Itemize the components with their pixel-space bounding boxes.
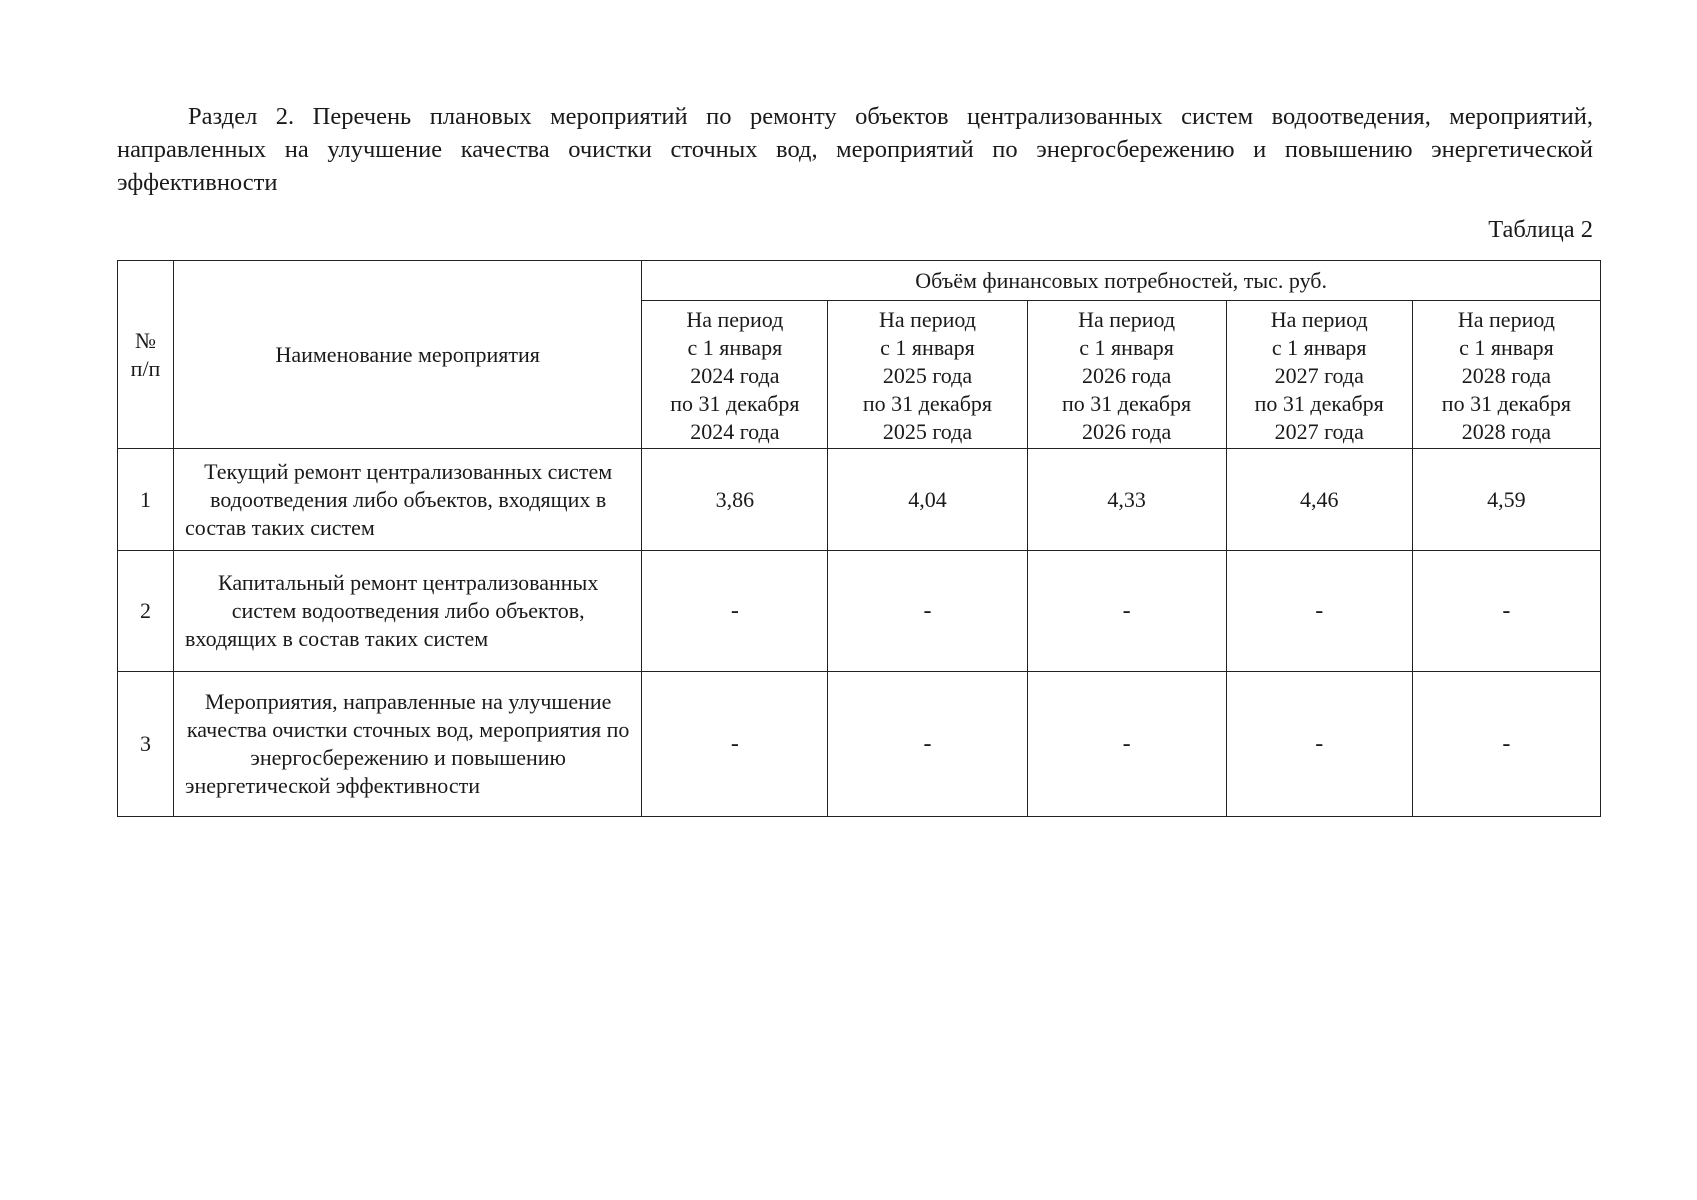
table-header-row [118,261,1601,301]
activity-name: Капитальный ремонт централизованных систем водоотведения либо объектов, входящих в состав таких систем [174,551,642,672]
period-line: с 1 января [1271,334,1367,360]
value-cell: - [1412,672,1600,817]
period-line: На период [686,306,784,332]
value-cell: 3,86 [642,449,828,551]
period-line: 2025 года [882,418,973,444]
group-header: Объём финансовых потребностей, тыс. руб. [642,261,1601,301]
period-line: На период [1457,306,1555,332]
row-number: 2 [118,551,174,672]
period-line: На период [1078,306,1176,332]
value-cell: - [828,672,1027,817]
table-row [118,449,1601,551]
period-header-2027 [1226,301,1412,449]
value-cell: - [1027,551,1226,672]
period-header-2028 [1412,301,1600,449]
row-number: 3 [118,672,174,817]
value-cell: - [1412,551,1600,672]
section-heading: Раздел 2. Перечень плановых мероприятий по ремонту объектов централизованных систем водоотведения, мероприятий, направленных на улучшение качества очистки сточных вод, мероприятий по энергосбережению и повышению энергетической эффективности [117,103,1593,196]
col-num-header-line2: п/п [130,355,161,381]
activity-name: Текущий ремонт централизованных систем водоотведения либо объектов, входящих в состав таких систем [174,449,642,551]
table-row [118,551,1601,672]
value-cell: 4,59 [1412,449,1600,551]
period-line: с 1 января [687,334,783,360]
period-line: 2026 года [1081,418,1172,444]
table-row [118,672,1601,817]
period-line: 2027 года [1274,418,1364,444]
period-line: 2024 года [690,418,780,444]
col-num-header-line1: № [135,327,157,353]
period-header-2024 [642,301,828,449]
value-cell: - [642,672,828,817]
period-line: 2027 года [1274,362,1364,388]
period-line: 2028 года [1461,362,1552,388]
value-cell: - [1027,672,1226,817]
activity-name: Мероприятия, направленные на улучшение качества очистки сточных вод, мероприятия по энергосбережению и повышению энергетической эффективности [174,672,642,817]
period-line: по 31 декабря [670,390,800,416]
period-line: 2024 года [690,362,780,388]
value-cell: - [1226,551,1412,672]
period-line: с 1 января [1079,334,1174,360]
financial-needs-table [117,260,1601,817]
col-num-header [118,261,174,449]
col-name-header: Наименование мероприятия [174,261,642,449]
period-header-2025 [828,301,1027,449]
period-line: по 31 декабря [1062,390,1192,416]
value-cell: - [828,551,1027,672]
period-line: с 1 января [880,334,975,360]
table-label: Таблица 2 [1488,216,1593,243]
value-cell: 4,46 [1226,449,1412,551]
period-header-2026 [1027,301,1226,449]
value-cell: - [642,551,828,672]
value-cell: 4,33 [1027,449,1226,551]
row-number: 1 [118,449,174,551]
period-line: по 31 декабря [1441,390,1571,416]
period-line: 2025 года [882,362,973,388]
period-line: с 1 января [1459,334,1554,360]
period-line: 2028 года [1461,418,1552,444]
period-line: по 31 декабря [1254,390,1384,416]
period-line: На период [878,306,976,332]
value-cell: - [1226,672,1412,817]
value-cell: 4,04 [828,449,1027,551]
period-line: На период [1270,306,1368,332]
period-line: по 31 декабря [862,390,993,416]
period-line: 2026 года [1081,362,1172,388]
